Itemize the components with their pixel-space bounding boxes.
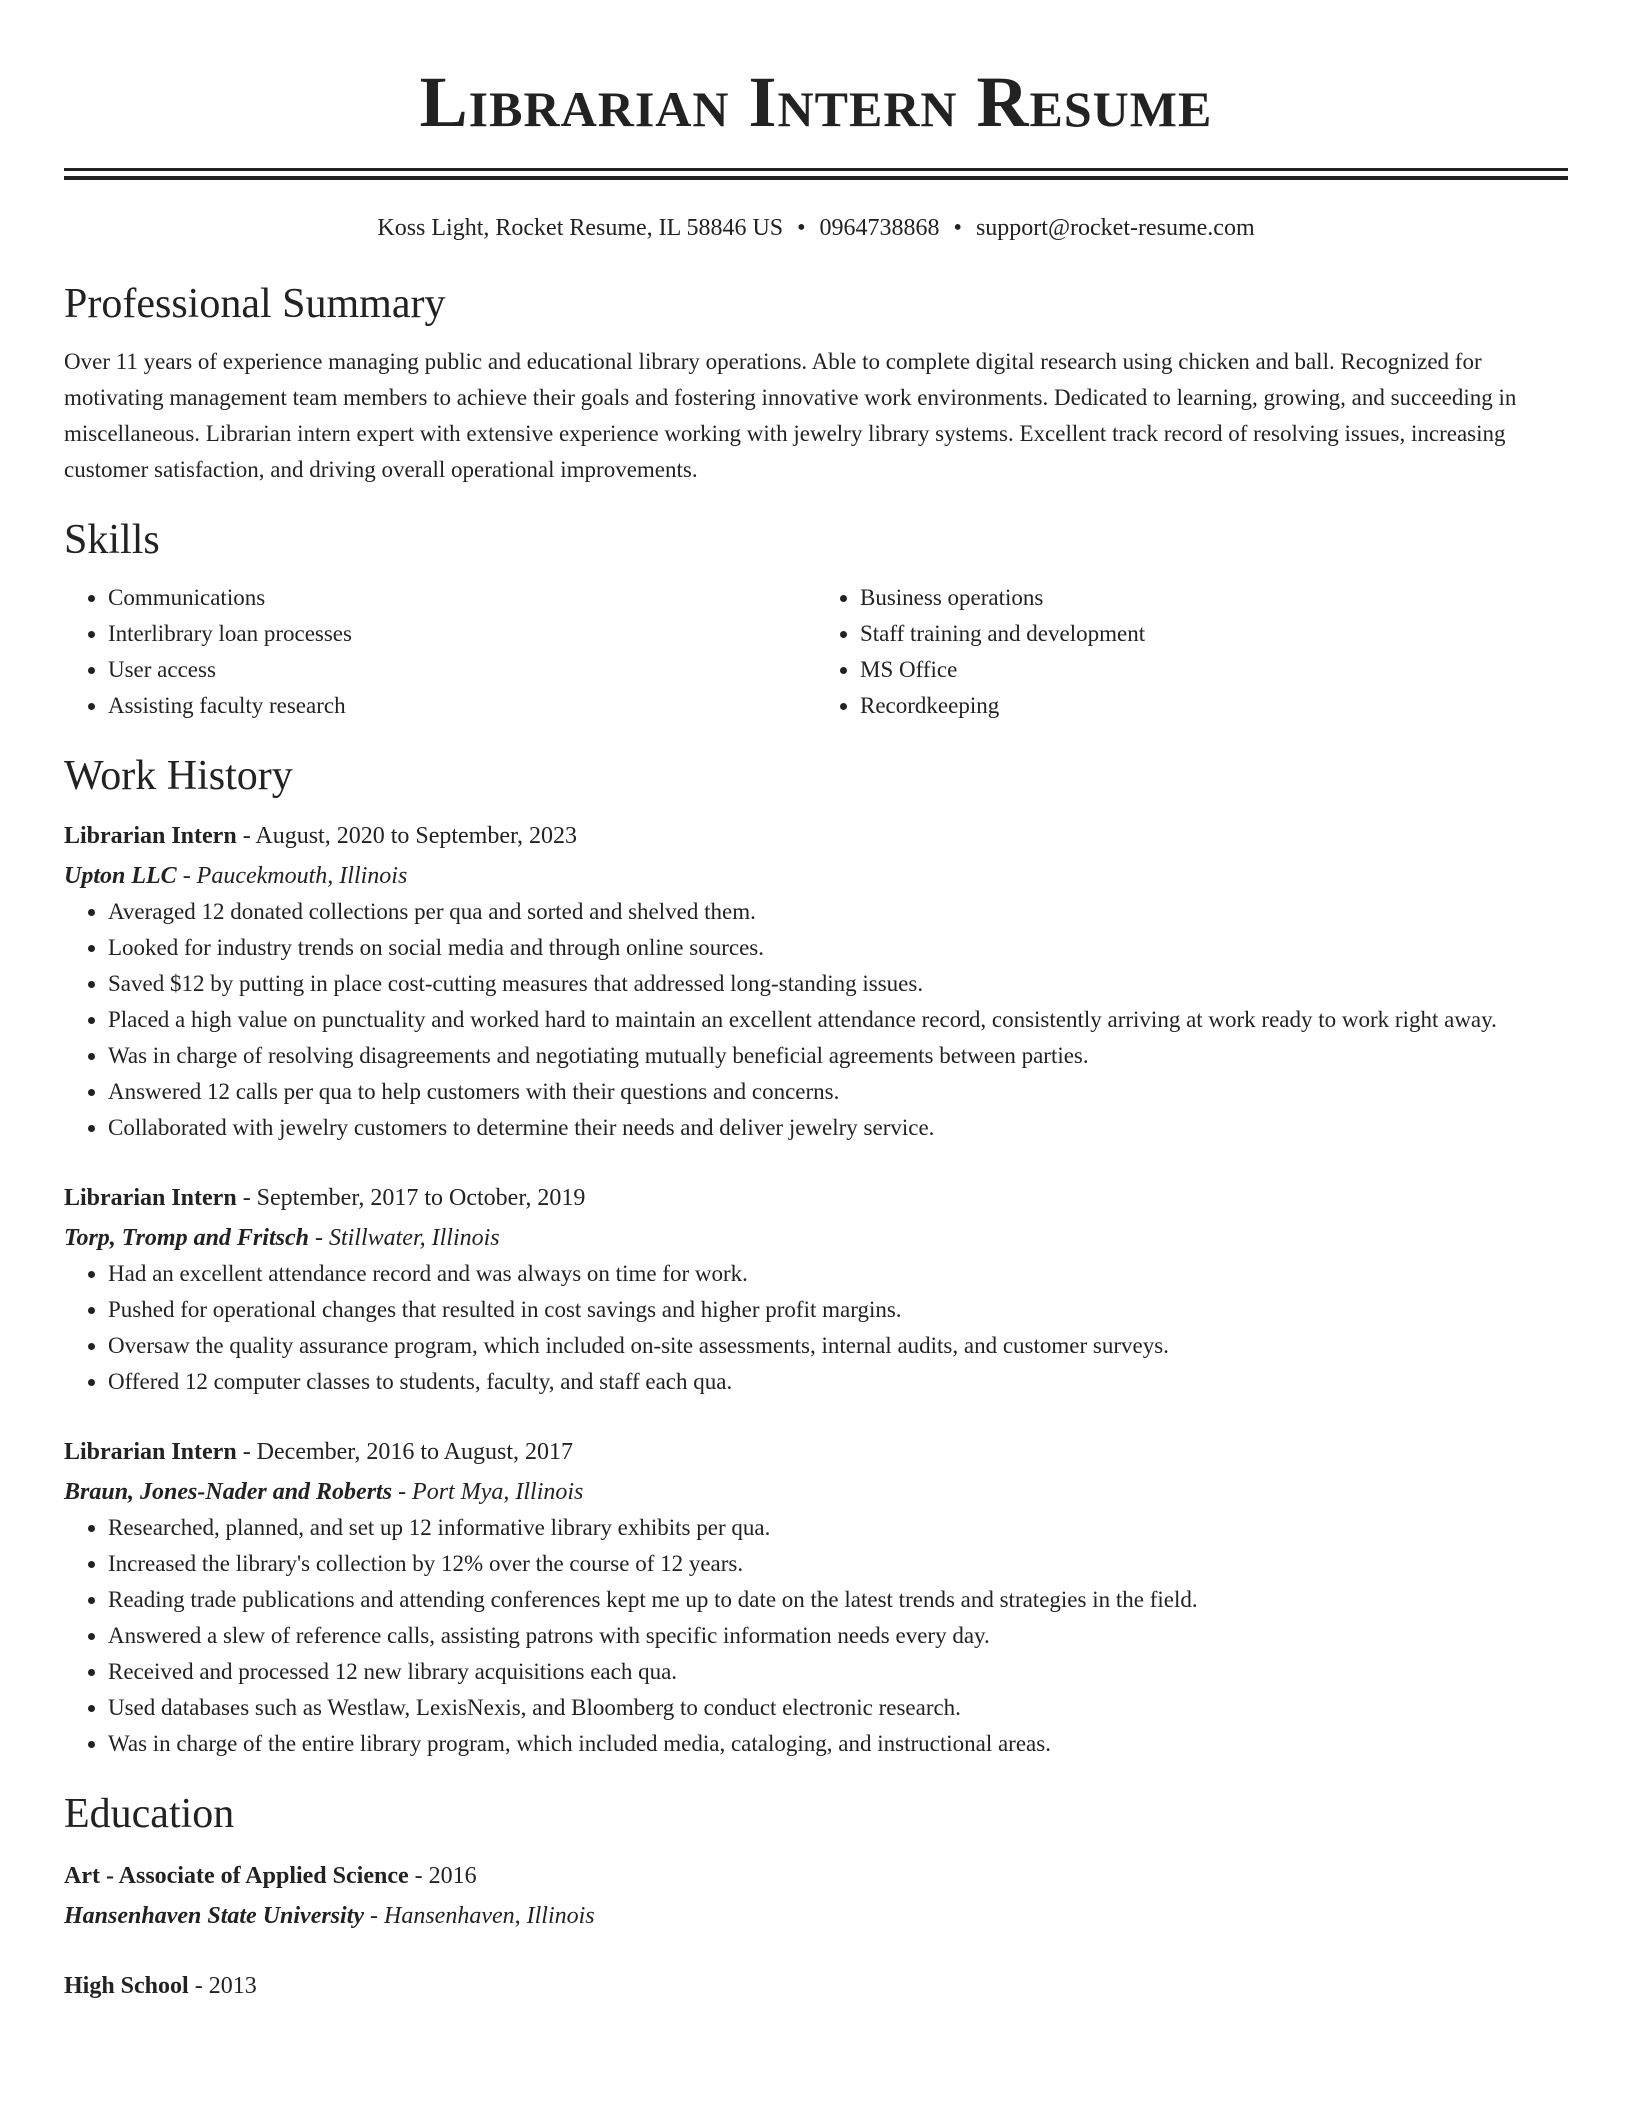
job-entry	[64, 1434, 1568, 1762]
job-dates: - September, 2017 to October, 2019	[236, 1185, 586, 1211]
job-bullets	[64, 1256, 1568, 1400]
education-header	[64, 1858, 1568, 1894]
skills-list-right	[816, 580, 1568, 724]
job-entry	[64, 818, 1568, 1146]
job-location: - Stillwater, Illinois	[308, 1225, 500, 1251]
job-bullet: • Used databases such as Westlaw, LexisNexis, and Bloomberg to conduct electronic research.	[108, 1690, 1568, 1726]
education-section	[64, 1788, 1568, 2004]
skill-item: • User access	[108, 652, 816, 688]
skill-item: • Assisting faculty research	[108, 688, 816, 724]
job-bullet: • Increased the library's collection by 12% over the course of 12 years.	[108, 1546, 1568, 1582]
job-company-line	[64, 1474, 1568, 1510]
job-header	[64, 1434, 1568, 1470]
contact-separator: •	[797, 215, 806, 241]
job-bullet: • Was in charge of resolving disagreements and negotiating mutually beneficial agreements between parties.	[108, 1038, 1568, 1074]
job-company: Upton LLC	[64, 863, 177, 889]
job-bullet: • Pushed for operational changes that resulted in cost savings and higher profit margins.	[108, 1292, 1568, 1328]
skills-section	[64, 514, 1568, 724]
job-company-line	[64, 858, 1568, 894]
job-bullet: • Was in charge of the entire library program, which included media, cataloging, and instructional areas.	[108, 1726, 1568, 1762]
contact-phone: 0964738868	[819, 215, 940, 241]
skill-item: • Interlibrary loan processes	[108, 616, 816, 652]
job-header	[64, 818, 1568, 854]
job-bullet: • Placed a high value on punctuality and worked hard to maintain an excellent attendance record, consistently arriving at work ready to work right away.	[108, 1002, 1568, 1038]
job-bullet: • Answered a slew of reference calls, assisting patrons with specific information needs every day.	[108, 1618, 1568, 1654]
education-degree: Art - Associate of Applied Science	[64, 1863, 409, 1889]
job-bullet: • Averaged 12 donated collections per qua and sorted and shelved them.	[108, 894, 1568, 930]
contact-line	[64, 212, 1568, 244]
job-title: Librarian Intern	[64, 1185, 237, 1211]
skill-item: • Communications	[108, 580, 816, 616]
education-heading: Education	[64, 1791, 235, 1837]
skills-heading: Skills	[64, 517, 160, 563]
job-bullet: • Researched, planned, and set up 12 informative library exhibits per qua.	[108, 1510, 1568, 1546]
page-title: Librarian Intern Resume	[419, 62, 1213, 142]
job-bullet: • Received and processed 12 new library acquisitions each qua.	[108, 1654, 1568, 1690]
education-school: Hansenhaven State University	[64, 1903, 365, 1929]
summary-text: Over 11 years of experience managing public and educational library operations. Able to complete digital research using chicken and ball. Recognized for motivating management team members to achieve their goals and fostering innovative work environments. Dedicated to learning, growing, and succeeding in miscellaneous. Librarian intern expert with extensive experience working with jewelry library systems. Excellent track record of resolving issues, increasing customer satisfaction, and driving overall operational improvements.	[64, 349, 1517, 482]
education-header	[64, 1968, 1568, 2004]
job-bullet: • Answered 12 calls per qua to help customers with their questions and concerns.	[108, 1074, 1568, 1110]
skill-item: • MS Office	[860, 652, 1568, 688]
skill-item: • Recordkeeping	[860, 688, 1568, 724]
work-history-heading: Work History	[64, 753, 293, 799]
skill-item: • Business operations	[860, 580, 1568, 616]
job-entry	[64, 1180, 1568, 1400]
work-history-section	[64, 750, 1568, 1762]
job-dates: - August, 2020 to September, 2023	[236, 823, 578, 849]
education-location: - Hansenhaven, Illinois	[364, 1903, 595, 1929]
education-year: - 2013	[188, 1973, 257, 1999]
contact-email: support@rocket-resume.com	[975, 215, 1255, 241]
job-company-line	[64, 1220, 1568, 1256]
skills-list-left	[64, 580, 816, 724]
job-title: Librarian Intern	[64, 1439, 237, 1465]
job-location: - Port Mya, Illinois	[392, 1479, 584, 1505]
job-location: - Paucekmouth, Illinois	[176, 863, 408, 889]
skills-columns	[64, 580, 1568, 724]
job-bullet: • Had an excellent attendance record and was always on time for work.	[108, 1256, 1568, 1292]
education-entry	[64, 1968, 1568, 2004]
job-bullet: • Saved $12 by putting in place cost-cutting measures that addressed long-standing issues.	[108, 966, 1568, 1002]
summary-heading: Professional Summary	[64, 281, 446, 327]
education-year: - 2016	[408, 1863, 477, 1889]
job-bullet: • Reading trade publications and attending conferences kept me up to date on the latest trends and strategies in the field.	[108, 1582, 1568, 1618]
skill-item: • Staff training and development	[860, 616, 1568, 652]
education-school-line	[64, 1898, 1568, 1934]
job-bullet: • Looked for industry trends on social media and through online sources.	[108, 930, 1568, 966]
job-dates: - December, 2016 to August, 2017	[236, 1439, 574, 1465]
job-bullet: • Collaborated with jewelry customers to determine their needs and deliver jewelry service.	[108, 1110, 1568, 1146]
job-header	[64, 1180, 1568, 1216]
education-entry	[64, 1858, 1568, 1934]
job-bullets	[64, 894, 1568, 1146]
job-company: Braun, Jones-Nader and Roberts	[64, 1479, 393, 1505]
education-degree: High School	[64, 1973, 189, 1999]
job-title: Librarian Intern	[64, 823, 237, 849]
job-bullets	[64, 1510, 1568, 1762]
job-bullet: • Oversaw the quality assurance program, which included on-site assessments, internal audits, and customer surveys.	[108, 1328, 1568, 1364]
job-company: Torp, Tromp and Fritsch	[64, 1225, 309, 1251]
job-bullet: • Offered 12 computer classes to students, faculty, and staff each qua.	[108, 1364, 1568, 1400]
contact-address: Koss Light, Rocket Resume, IL 58846 US	[377, 215, 784, 241]
contact-separator: •	[953, 215, 962, 241]
summary-section	[64, 278, 1568, 488]
title-double-rule	[64, 168, 1568, 180]
